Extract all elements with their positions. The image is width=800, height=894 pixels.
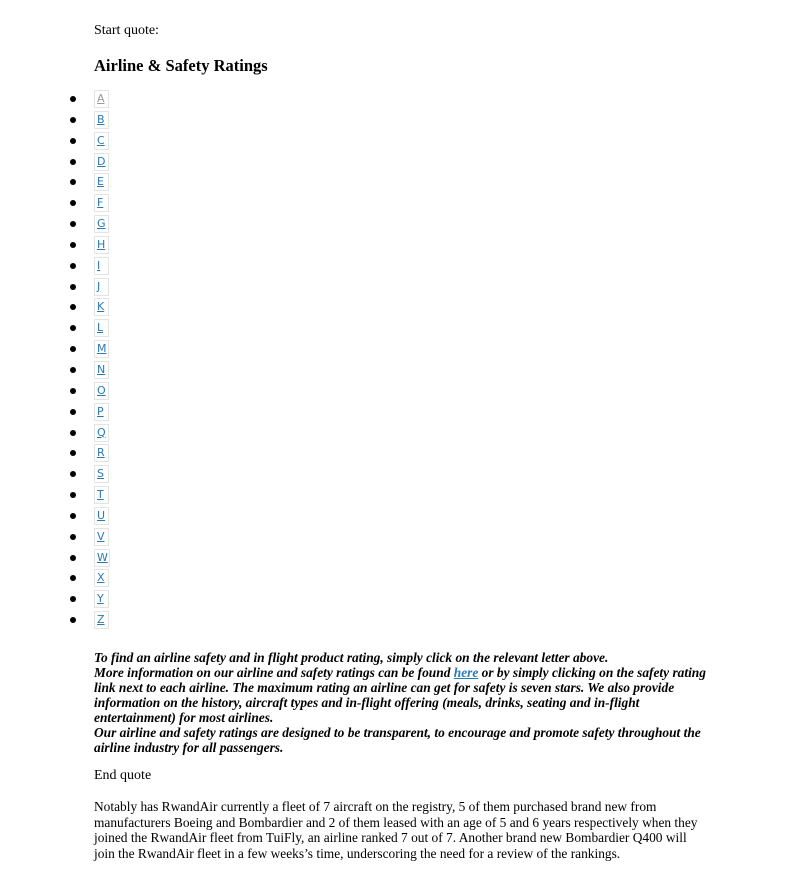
letter-link-r[interactable]: R <box>94 444 109 462</box>
letter-link-e[interactable]: E <box>94 173 109 191</box>
bullet-icon <box>70 304 76 310</box>
letter-index-list <box>94 90 709 632</box>
bullet-icon <box>70 471 76 477</box>
letter-link-m[interactable]: M <box>94 340 109 358</box>
info-line-2-before: More information on our airline and safety ratings can be found <box>94 664 454 680</box>
letter-list-item <box>94 340 709 361</box>
letter-link-g[interactable]: G <box>94 215 109 233</box>
letter-link-n[interactable]: N <box>94 361 109 379</box>
bullet-icon <box>70 96 76 102</box>
letter-link-v[interactable]: V <box>94 528 109 546</box>
letter-list-item <box>94 590 709 611</box>
letter-list-item <box>94 611 709 632</box>
bullet-icon <box>70 221 76 227</box>
letter-link-c[interactable]: C <box>94 132 109 150</box>
bullet-icon <box>70 117 76 123</box>
letter-list-item <box>94 361 709 382</box>
letter-list-item <box>94 257 709 278</box>
bullet-icon <box>70 492 76 498</box>
letter-list-item <box>94 319 709 340</box>
bullet-icon <box>70 617 76 623</box>
letter-link-a[interactable]: A <box>94 90 109 108</box>
info-line-1: To find an airline safety and in flight product rating, simply click on the relevant letter above. <box>94 649 609 665</box>
letter-link-z[interactable]: Z <box>94 611 109 629</box>
letter-list-item <box>94 298 709 319</box>
start-quote-label: Start quote: <box>94 23 159 38</box>
letter-link-f[interactable]: F <box>94 194 109 212</box>
letter-list-item <box>94 549 709 570</box>
bullet-icon <box>70 430 76 436</box>
bullet-icon <box>70 242 76 248</box>
info-line-2-after: or by simply clicking on the safety rating link next to each airline. The maximum rating an airline can get for safety is seven stars. We also provide information on the history, aircraft types and in-flight offering (meals, drinks, seating and in-flight entertainment) for most airlines. <box>94 664 706 725</box>
bullet-icon <box>70 534 76 540</box>
letter-list-item <box>94 132 709 153</box>
ratings-heading: Airline & Safety Ratings <box>94 56 268 75</box>
bullet-icon <box>70 346 76 352</box>
letter-list-item <box>94 465 709 486</box>
ratings-info <box>94 650 709 755</box>
bullet-icon <box>70 575 76 581</box>
letter-link-d[interactable]: D <box>94 153 109 171</box>
bullet-icon <box>70 555 76 561</box>
letter-link-j[interactable]: J <box>94 278 109 296</box>
letter-link-t[interactable]: T <box>94 486 109 504</box>
letter-link-l[interactable]: L <box>94 319 109 337</box>
letter-link-u[interactable]: U <box>94 507 109 525</box>
letter-link-q[interactable]: Q <box>94 424 109 442</box>
info-line-3: Our airline and safety ratings are designed to be transparent, to encourage and promote safety throughout the airline industry for all passengers. <box>94 724 701 755</box>
bullet-icon <box>70 263 76 269</box>
letter-list-item <box>94 278 709 299</box>
letter-link-k[interactable]: K <box>94 298 109 316</box>
info-line-2 <box>94 665 709 725</box>
letter-list-item <box>94 90 709 111</box>
bullet-icon <box>70 284 76 290</box>
letter-list-item <box>94 236 709 257</box>
bullet-icon <box>70 138 76 144</box>
letter-link-i[interactable]: I <box>94 257 109 275</box>
letter-list-item <box>94 382 709 403</box>
letter-link-y[interactable]: Y <box>94 590 109 608</box>
letter-link-w[interactable]: W <box>94 549 110 567</box>
letter-list-item <box>94 194 709 215</box>
letter-list-item <box>94 486 709 507</box>
letter-list-item <box>94 215 709 236</box>
letter-list-item <box>94 153 709 174</box>
bullet-icon <box>70 596 76 602</box>
letter-list-item <box>94 569 709 590</box>
end-quote-label: End quote <box>94 767 152 783</box>
bullet-icon <box>70 388 76 394</box>
letter-list-item <box>94 528 709 549</box>
letter-list-item <box>94 173 709 194</box>
body-paragraph: Notably has RwandAir currently a fleet of 7 aircraft on the registry, 5 of them purchased brand new from manufacturers Boeing and Bombardier and 2 of them leased with an age of 5 and 6 years respectively when they joined the RwandAir fleet from TuiFly, an airline ranked 7 out of 7. Another brand new Bombardier Q400 will join the RwandAir fleet in a few weeks’s time, underscoring the need for a review of the rankings. <box>94 798 698 861</box>
bullet-icon <box>70 409 76 415</box>
bullet-icon <box>70 179 76 185</box>
bullet-icon <box>70 159 76 165</box>
letter-list-item <box>94 424 709 445</box>
letter-link-o[interactable]: O <box>94 382 109 400</box>
bullet-icon <box>70 367 76 373</box>
letter-link-s[interactable]: S <box>94 465 109 483</box>
bullet-icon <box>70 200 76 206</box>
letter-list-item <box>94 507 709 528</box>
letter-list-item <box>94 403 709 424</box>
letter-list-item <box>94 111 709 132</box>
letter-link-h[interactable]: H <box>94 236 109 254</box>
letter-list-item <box>94 444 709 465</box>
letter-link-p[interactable]: P <box>94 403 109 421</box>
bullet-icon <box>70 325 76 331</box>
bullet-icon <box>70 513 76 519</box>
article-content <box>94 22 709 861</box>
letter-link-b[interactable]: B <box>94 111 109 129</box>
letter-link-x[interactable]: X <box>94 569 109 587</box>
here-link[interactable]: here <box>453 664 479 680</box>
bullet-icon <box>70 450 76 456</box>
